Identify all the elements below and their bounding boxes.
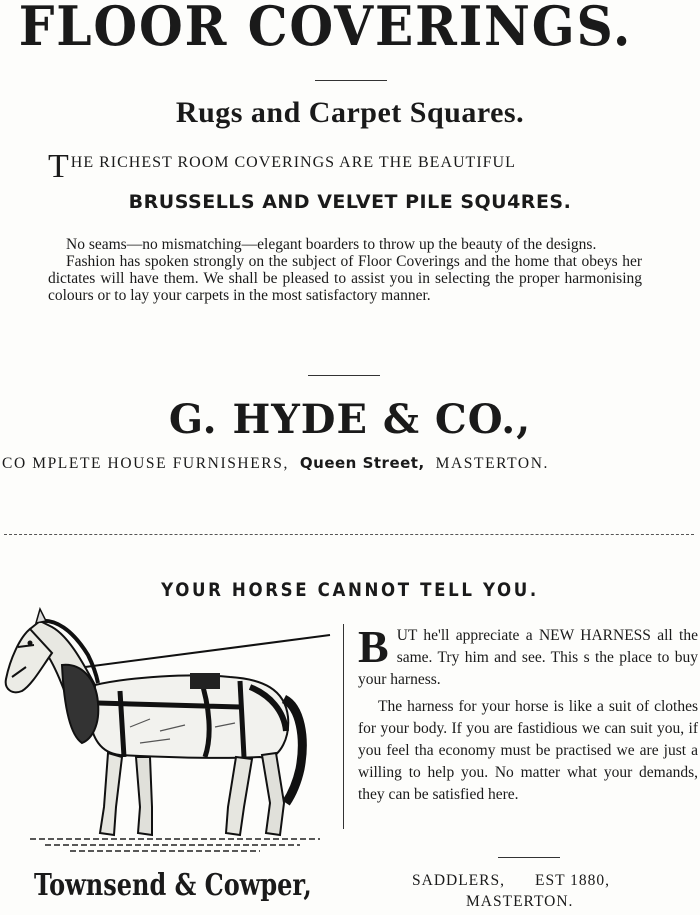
shop-trade: SADDLERS, (412, 872, 505, 889)
firm-address-line (2, 454, 549, 473)
lead-drop-cap: T (48, 148, 70, 185)
paragraph: Fashion has spoken strongly on the subject of Floor Coverings and the home that obeys her dictates will have them. We shall be pleased to assist you in selecting the proper harmonising colours or to lay your carpets in the most satisfactory manner. (48, 253, 642, 304)
column-separator (4, 534, 694, 535)
firm-street: Queen Street, (299, 454, 425, 472)
divider (498, 857, 560, 858)
ad-headline: FLOOR COVERINGS. (18, 0, 633, 58)
divider (308, 375, 380, 376)
harness-copy (358, 621, 698, 806)
paragraph: The harness for your horse is like a suit of clothes for your body. If you are fastidious we can suit you, if you feel tha economy must be practised we are just a willing to help you. No matter what your demands, they can be satisfied here. (358, 698, 698, 803)
shop-trade-line (412, 872, 610, 890)
shop-name: Townsend & Cowper, (34, 868, 312, 903)
lead-line (48, 148, 516, 185)
lead-line-bold: BRUSSELLS AND VELVET PILE SQU4RES. (128, 191, 572, 213)
body-copy (48, 236, 642, 304)
horse-illustration (0, 607, 335, 862)
firm-description: CO MPLETE HOUSE FURNISHERS, (2, 455, 289, 472)
column-rule (343, 624, 344, 829)
divider (315, 80, 387, 81)
paragraph: UT he'll appreciate a NEW HARNESS all the same. Try him and see. This s the place to buy your harness. (358, 627, 698, 688)
ad-subhead: Rugs and Carpet Squares. (175, 96, 525, 129)
paragraph: No seams—no mismatching—elegant boarders to throw up the beauty of the designs. (66, 236, 597, 253)
lead-text: HE RICHEST ROOM COVERINGS ARE THE BEAUTIFUL (70, 154, 516, 171)
firm-name: G. HYDE & CO., (168, 396, 532, 443)
copy-drop-cap: B (358, 621, 389, 672)
ad-headline: YOUR HORSE CANNOT TELL YOU. (161, 579, 539, 601)
firm-town: MASTERTON. (435, 455, 549, 472)
shop-established: EST 1880, (534, 872, 611, 889)
shop-town: MASTERTON. (466, 893, 574, 910)
